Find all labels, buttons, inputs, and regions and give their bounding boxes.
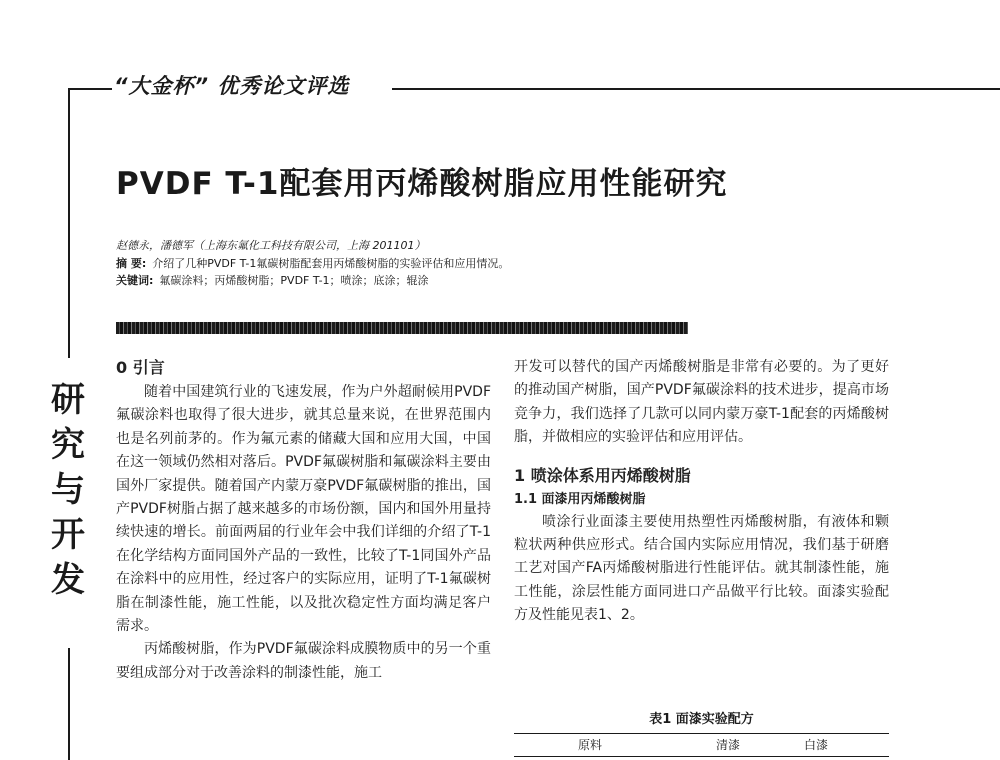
abstract-text: 介绍了几种PVDF T-1氟碳树脂配套用丙烯酸树脂的实验评估和应用情况。 [152,257,510,270]
header-rule-left [68,88,112,90]
article-title: PVDF T-1配套用丙烯酸树脂应用性能研究 [116,166,728,202]
header-rule-right [392,88,1000,90]
section-heading-intro: 0 引言 [116,358,165,377]
side-tab-char: 开 [51,515,85,555]
side-rule-bottom [68,648,70,760]
table-header-cell: 清漆 [716,738,741,752]
paragraph: 丙烯酸树脂，作为PVDF氟碳涂料成膜物质中的另一个重要组成部分对于改善涂料的制漆性能，施工 [116,641,491,681]
table-header-cell: 原料 [578,738,603,752]
table-caption: 表1 面漆实验配方 [649,712,754,727]
table-top-rule [514,733,889,734]
side-tab-char: 研 [51,380,85,420]
keywords-label: 关键词: [116,274,154,287]
subsection-heading-1-1: 1.1 面漆用丙烯酸树脂 [514,491,646,507]
abstract-label: 摘 要: [116,257,147,270]
paragraph-continued: 开发可以替代的国产丙烯酸树脂是非常有必要的。为了更好的推动国产树脂，国产PVDF氟碳涂料的技术进步，提高市场竞争力，我们选择了几款可以同内蒙万豪T-1配套的丙烯酸树脂，并做相应的实验评估和应用评估。 [514,359,889,446]
authors: 赵德永，潘德军（上海东氟化工科技有限公司，上海 201101） [116,239,426,252]
running-title: “大金杯” 优秀论文评选 [114,74,350,98]
paragraph: 喷涂行业面漆主要使用热塑性丙烯酸树脂，有液体和颗粒状两种供应形式。结合国内实际应用情况，我们基于研磨工艺对国产FA丙烯酸树脂进行性能评估。就其制漆性能，施工性能，涂层性能方面同进口产品做平行比较。面漆实验配方及性能见表1、2。 [514,513,889,624]
section-heading-1: 1 喷涂体系用丙烯酸树脂 [514,465,691,485]
abstract [116,256,509,272]
side-tab-char: 究 [51,425,85,465]
right-column [514,356,889,628]
section-side-tab [30,378,106,603]
table-header-cell: 白漆 [804,738,829,752]
side-tab-char: 与 [51,470,85,510]
keywords [116,273,429,289]
paragraph: 随着中国建筑行业的飞速发展，作为户外超耐候用PVDF氟碳涂料也取得了很大进步，就其总量来说，在世界范围内也是名列前茅的。作为氟元素的储藏大国和应用大国，中国在这一领域仍然相对落后。PVDF氟碳树脂和氟碳涂料主要由国外厂家提供。随着国产内蒙万豪PVDF氟碳树脂的推出，国产PVDF树脂占据了越来越多的市场份额，国内和国外用量持续快速的增长。前面两届的行业年会中我们详细的介绍了T-1在化学结构方面同国外产品的一致性，比较了T-1同国外产品在涂料中的应用性，经过客户的实际应用，证明了T-1氟碳树脂在制漆性能，施工性能，以及批次稳定性方面均满足客户需求。 [116,384,491,635]
keywords-text: 氟碳涂料；丙烯酸树脂；PVDF T-1；喷涂；底涂；辊涂 [159,274,429,287]
side-tab-char: 发 [51,560,85,600]
header-rule-vertical [68,88,70,358]
decorative-bar [116,322,688,334]
table-header-rule [514,756,889,757]
left-column [116,356,491,685]
